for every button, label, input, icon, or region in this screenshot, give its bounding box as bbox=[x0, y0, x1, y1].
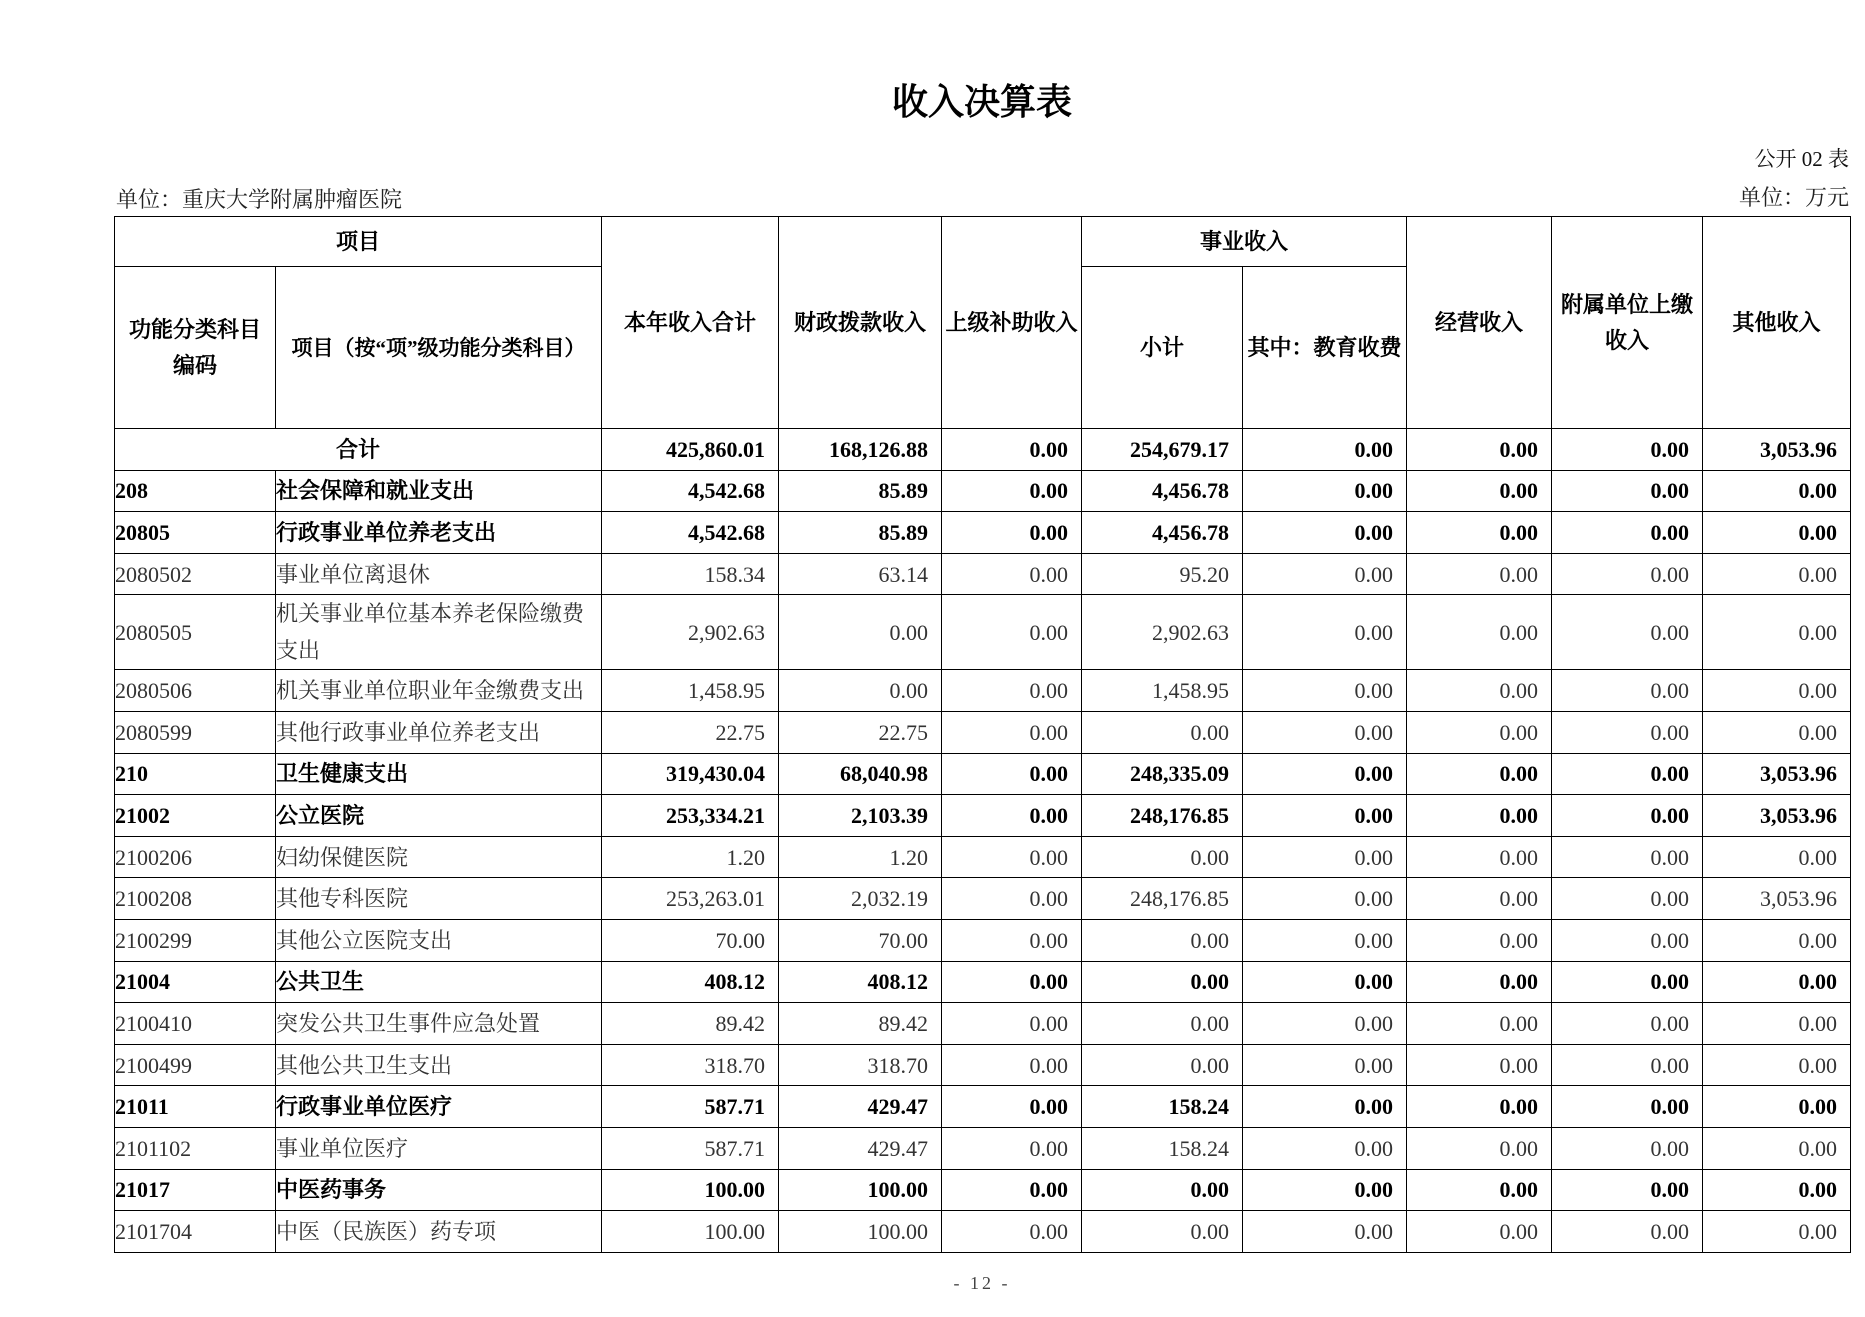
affiliated-remittance-income-cell: 0.00 bbox=[1552, 961, 1703, 1003]
function-code-cell: 2100206 bbox=[115, 836, 276, 878]
superior-subsidy-income-cell: 0.00 bbox=[942, 1211, 1082, 1253]
other-income-cell: 0.00 bbox=[1703, 1003, 1851, 1045]
education-fees-cell: 0.00 bbox=[1243, 1211, 1407, 1253]
affiliated-remittance-income-cell: 0.00 bbox=[1552, 512, 1703, 554]
affiliated-remittance-income-cell: 0.00 bbox=[1552, 1211, 1703, 1253]
business-income-subtotal-cell: 4,456.78 bbox=[1082, 512, 1243, 554]
fiscal-appropriation-income-cell: 429.47 bbox=[779, 1127, 942, 1169]
education-fees-cell: 0.00 bbox=[1243, 1086, 1407, 1128]
fiscal-appropriation-income-cell: 70.00 bbox=[779, 919, 942, 961]
function-code-cell: 2080505 bbox=[115, 595, 276, 670]
function-code-cell: 20805 bbox=[115, 512, 276, 554]
header-education-fees: 其中：教育收费 bbox=[1243, 267, 1407, 429]
item-name-cell: 中医（民族医）药专项 bbox=[276, 1211, 602, 1253]
other-income-cell: 0.00 bbox=[1703, 1211, 1851, 1253]
affiliated-remittance-income-cell: 0.00 bbox=[1552, 1044, 1703, 1086]
other-income-cell: 0.00 bbox=[1703, 711, 1851, 753]
operating-income-cell: 0.00 bbox=[1407, 753, 1552, 795]
header-function-code: 功能分类科目编码 bbox=[115, 267, 276, 429]
table-row bbox=[115, 919, 1851, 961]
other-income-cell: 3,053.96 bbox=[1703, 753, 1851, 795]
table-row bbox=[115, 1086, 1851, 1128]
other-income-cell: 0.00 bbox=[1703, 553, 1851, 595]
affiliated-remittance-income-cell: 0.00 bbox=[1552, 670, 1703, 712]
education-fees-cell: 0.00 bbox=[1243, 512, 1407, 554]
operating-income-cell: 0.00 bbox=[1407, 670, 1552, 712]
table-row bbox=[115, 711, 1851, 753]
operating-income-cell: 0.00 bbox=[1407, 836, 1552, 878]
operating-income-cell: 0.00 bbox=[1407, 878, 1552, 920]
item-name-cell: 妇幼保健医院 bbox=[276, 836, 602, 878]
superior-subsidy-income-cell: 0.00 bbox=[942, 595, 1082, 670]
operating-income-cell: 0.00 bbox=[1407, 1044, 1552, 1086]
fiscal-appropriation-income-cell: 85.89 bbox=[779, 512, 942, 554]
function-code-cell: 2100499 bbox=[115, 1044, 276, 1086]
business-income-subtotal-cell: 2,902.63 bbox=[1082, 595, 1243, 670]
education-fees-cell: 0.00 bbox=[1243, 753, 1407, 795]
superior-subsidy-income-cell: 0.00 bbox=[942, 470, 1082, 512]
item-name-cell: 公立医院 bbox=[276, 795, 602, 837]
fiscal-appropriation-income-cell: 89.42 bbox=[779, 1003, 942, 1045]
fiscal-appropriation-income-cell: 429.47 bbox=[779, 1086, 942, 1128]
superior-subsidy-income-cell: 0.00 bbox=[942, 711, 1082, 753]
fiscal-appropriation-income-cell: 85.89 bbox=[779, 470, 942, 512]
affiliated-remittance-income-cell: 0.00 bbox=[1552, 919, 1703, 961]
table-row bbox=[115, 795, 1851, 837]
total-income-cell: 70.00 bbox=[602, 919, 779, 961]
affiliated-remittance-income-cell: 0.00 bbox=[1552, 429, 1703, 471]
affiliated-remittance-income-cell: 0.00 bbox=[1552, 595, 1703, 670]
table-row bbox=[115, 961, 1851, 1003]
other-income-cell: 3,053.96 bbox=[1703, 795, 1851, 837]
other-income-cell: 0.00 bbox=[1703, 1169, 1851, 1211]
table-row bbox=[115, 1211, 1851, 1253]
table-header bbox=[115, 217, 1851, 429]
item-name-cell: 事业单位医疗 bbox=[276, 1127, 602, 1169]
fiscal-appropriation-income-cell: 2,103.39 bbox=[779, 795, 942, 837]
superior-subsidy-income-cell: 0.00 bbox=[942, 878, 1082, 920]
other-income-cell: 0.00 bbox=[1703, 470, 1851, 512]
fiscal-appropriation-income-cell: 318.70 bbox=[779, 1044, 942, 1086]
total-income-cell: 2,902.63 bbox=[602, 595, 779, 670]
superior-subsidy-income-cell: 0.00 bbox=[942, 753, 1082, 795]
operating-income-cell: 0.00 bbox=[1407, 429, 1552, 471]
item-name-cell: 公共卫生 bbox=[276, 961, 602, 1003]
affiliated-remittance-income-cell: 0.00 bbox=[1552, 1127, 1703, 1169]
header-total-income: 本年收入合计 bbox=[602, 217, 779, 429]
superior-subsidy-income-cell: 0.00 bbox=[942, 1003, 1082, 1045]
business-income-subtotal-cell: 1,458.95 bbox=[1082, 670, 1243, 712]
affiliated-remittance-income-cell: 0.00 bbox=[1552, 878, 1703, 920]
item-name-cell: 其他公共卫生支出 bbox=[276, 1044, 602, 1086]
income-statement-table bbox=[114, 216, 1851, 1253]
function-code-cell: 2100208 bbox=[115, 878, 276, 920]
header-row-top bbox=[115, 217, 1851, 267]
superior-subsidy-income-cell: 0.00 bbox=[942, 553, 1082, 595]
business-income-subtotal-cell: 158.24 bbox=[1082, 1127, 1243, 1169]
business-income-subtotal-cell: 0.00 bbox=[1082, 1044, 1243, 1086]
total-income-cell: 408.12 bbox=[602, 961, 779, 1003]
form-code: 公开 02 表 bbox=[1754, 147, 1849, 171]
header-item-name: 项目（按“项”级功能分类科目） bbox=[276, 267, 602, 429]
header-operating-income: 经营收入 bbox=[1407, 217, 1552, 429]
total-income-cell: 1.20 bbox=[602, 836, 779, 878]
table-row bbox=[115, 512, 1851, 554]
header-superior-subsidy-income: 上级补助收入 bbox=[942, 217, 1082, 429]
page-number: - 12 - bbox=[953, 1273, 1011, 1293]
other-income-cell: 0.00 bbox=[1703, 670, 1851, 712]
fiscal-appropriation-income-cell: 100.00 bbox=[779, 1211, 942, 1253]
affiliated-remittance-income-cell: 0.00 bbox=[1552, 1086, 1703, 1128]
other-income-cell: 0.00 bbox=[1703, 836, 1851, 878]
superior-subsidy-income-cell: 0.00 bbox=[942, 512, 1082, 554]
operating-income-cell: 0.00 bbox=[1407, 553, 1552, 595]
other-income-cell: 3,053.96 bbox=[1703, 429, 1851, 471]
operating-income-cell: 0.00 bbox=[1407, 1169, 1552, 1211]
function-code-cell: 21011 bbox=[115, 1086, 276, 1128]
education-fees-cell: 0.00 bbox=[1243, 961, 1407, 1003]
total-label: 合计 bbox=[115, 429, 602, 471]
education-fees-cell: 0.00 bbox=[1243, 711, 1407, 753]
education-fees-cell: 0.00 bbox=[1243, 1003, 1407, 1045]
other-income-cell: 0.00 bbox=[1703, 1086, 1851, 1128]
function-code-cell: 2080502 bbox=[115, 553, 276, 595]
affiliated-remittance-income-cell: 0.00 bbox=[1552, 711, 1703, 753]
affiliated-remittance-income-cell: 0.00 bbox=[1552, 836, 1703, 878]
business-income-subtotal-cell: 95.20 bbox=[1082, 553, 1243, 595]
header-affiliated-remittance-income: 附属单位上缴收入 bbox=[1552, 217, 1703, 429]
total-income-cell: 89.42 bbox=[602, 1003, 779, 1045]
superior-subsidy-income-cell: 0.00 bbox=[942, 1127, 1082, 1169]
affiliated-remittance-income-cell: 0.00 bbox=[1552, 1003, 1703, 1045]
table-row bbox=[115, 470, 1851, 512]
page-title: 收入决算表 bbox=[891, 82, 1072, 122]
total-income-cell: 318.70 bbox=[602, 1044, 779, 1086]
function-code-cell: 2100410 bbox=[115, 1003, 276, 1045]
function-code-cell: 2080599 bbox=[115, 711, 276, 753]
total-income-cell: 1,458.95 bbox=[602, 670, 779, 712]
function-code-cell: 2100299 bbox=[115, 919, 276, 961]
other-income-cell: 0.00 bbox=[1703, 1044, 1851, 1086]
table-row bbox=[115, 1044, 1851, 1086]
education-fees-cell: 0.00 bbox=[1243, 670, 1407, 712]
total-income-cell: 22.75 bbox=[602, 711, 779, 753]
operating-income-cell: 0.00 bbox=[1407, 1086, 1552, 1128]
total-income-cell: 4,542.68 bbox=[602, 470, 779, 512]
business-income-subtotal-cell: 0.00 bbox=[1082, 961, 1243, 1003]
other-income-cell: 0.00 bbox=[1703, 512, 1851, 554]
education-fees-cell: 0.00 bbox=[1243, 836, 1407, 878]
other-income-cell: 0.00 bbox=[1703, 919, 1851, 961]
operating-income-cell: 0.00 bbox=[1407, 1211, 1552, 1253]
header-other-income: 其他收入 bbox=[1703, 217, 1851, 429]
business-income-subtotal-cell: 248,335.09 bbox=[1082, 753, 1243, 795]
education-fees-cell: 0.00 bbox=[1243, 919, 1407, 961]
education-fees-cell: 0.00 bbox=[1243, 595, 1407, 670]
function-code-cell: 210 bbox=[115, 753, 276, 795]
business-income-subtotal-cell: 254,679.17 bbox=[1082, 429, 1243, 471]
education-fees-cell: 0.00 bbox=[1243, 470, 1407, 512]
total-income-cell: 4,542.68 bbox=[602, 512, 779, 554]
total-income-cell: 100.00 bbox=[602, 1211, 779, 1253]
superior-subsidy-income-cell: 0.00 bbox=[942, 836, 1082, 878]
header-fiscal-appropriation-income: 财政拨款收入 bbox=[779, 217, 942, 429]
affiliated-remittance-income-cell: 0.00 bbox=[1552, 1169, 1703, 1211]
fiscal-appropriation-income-cell: 0.00 bbox=[779, 670, 942, 712]
item-name-cell: 卫生健康支出 bbox=[276, 753, 602, 795]
total-income-cell: 100.00 bbox=[602, 1169, 779, 1211]
total-income-cell: 253,263.01 bbox=[602, 878, 779, 920]
item-name-cell: 行政事业单位养老支出 bbox=[276, 512, 602, 554]
function-code-cell: 21002 bbox=[115, 795, 276, 837]
superior-subsidy-income-cell: 0.00 bbox=[942, 429, 1082, 471]
function-code-cell: 21017 bbox=[115, 1169, 276, 1211]
item-name-cell: 机关事业单位职业年金缴费支出 bbox=[276, 670, 602, 712]
function-code-cell: 2101102 bbox=[115, 1127, 276, 1169]
operating-income-cell: 0.00 bbox=[1407, 1127, 1552, 1169]
operating-income-cell: 0.00 bbox=[1407, 711, 1552, 753]
superior-subsidy-income-cell: 0.00 bbox=[942, 1044, 1082, 1086]
table-body bbox=[115, 429, 1851, 1253]
other-income-cell: 3,053.96 bbox=[1703, 878, 1851, 920]
business-income-subtotal-cell: 248,176.85 bbox=[1082, 878, 1243, 920]
fiscal-appropriation-income-cell: 2,032.19 bbox=[779, 878, 942, 920]
item-name-cell: 行政事业单位医疗 bbox=[276, 1086, 602, 1128]
table-row bbox=[115, 878, 1851, 920]
business-income-subtotal-cell: 0.00 bbox=[1082, 1003, 1243, 1045]
table-row bbox=[115, 753, 1851, 795]
operating-income-cell: 0.00 bbox=[1407, 961, 1552, 1003]
other-income-cell: 0.00 bbox=[1703, 1127, 1851, 1169]
business-income-subtotal-cell: 0.00 bbox=[1082, 836, 1243, 878]
superior-subsidy-income-cell: 0.00 bbox=[942, 919, 1082, 961]
affiliated-remittance-income-cell: 0.00 bbox=[1552, 795, 1703, 837]
fiscal-appropriation-income-cell: 1.20 bbox=[779, 836, 942, 878]
business-income-subtotal-cell: 0.00 bbox=[1082, 1211, 1243, 1253]
fiscal-appropriation-income-cell: 22.75 bbox=[779, 711, 942, 753]
item-name-cell: 事业单位离退休 bbox=[276, 553, 602, 595]
education-fees-cell: 0.00 bbox=[1243, 795, 1407, 837]
total-income-cell: 425,860.01 bbox=[602, 429, 779, 471]
function-code-cell: 2101704 bbox=[115, 1211, 276, 1253]
education-fees-cell: 0.00 bbox=[1243, 553, 1407, 595]
education-fees-cell: 0.00 bbox=[1243, 1169, 1407, 1211]
superior-subsidy-income-cell: 0.00 bbox=[942, 795, 1082, 837]
operating-income-cell: 0.00 bbox=[1407, 795, 1552, 837]
business-income-subtotal-cell: 4,456.78 bbox=[1082, 470, 1243, 512]
fiscal-appropriation-income-cell: 63.14 bbox=[779, 553, 942, 595]
fiscal-appropriation-income-cell: 0.00 bbox=[779, 595, 942, 670]
fiscal-appropriation-income-cell: 408.12 bbox=[779, 961, 942, 1003]
function-code-cell: 2080506 bbox=[115, 670, 276, 712]
item-name-cell: 社会保障和就业支出 bbox=[276, 470, 602, 512]
total-income-cell: 319,430.04 bbox=[602, 753, 779, 795]
other-income-cell: 0.00 bbox=[1703, 961, 1851, 1003]
table-row bbox=[115, 1003, 1851, 1045]
education-fees-cell: 0.00 bbox=[1243, 1127, 1407, 1169]
business-income-subtotal-cell: 0.00 bbox=[1082, 919, 1243, 961]
superior-subsidy-income-cell: 0.00 bbox=[942, 1086, 1082, 1128]
operating-income-cell: 0.00 bbox=[1407, 512, 1552, 554]
operating-income-cell: 0.00 bbox=[1407, 470, 1552, 512]
item-name-cell: 突发公共卫生事件应急处置 bbox=[276, 1003, 602, 1045]
operating-income-cell: 0.00 bbox=[1407, 595, 1552, 670]
header-business-subtotal: 小计 bbox=[1082, 267, 1243, 429]
education-fees-cell: 0.00 bbox=[1243, 429, 1407, 471]
affiliated-remittance-income-cell: 0.00 bbox=[1552, 470, 1703, 512]
fiscal-appropriation-income-cell: 168,126.88 bbox=[779, 429, 942, 471]
currency-unit: 单位：万元 bbox=[1738, 185, 1849, 210]
other-income-cell: 0.00 bbox=[1703, 595, 1851, 670]
item-name-cell: 中医药事务 bbox=[276, 1169, 602, 1211]
fiscal-appropriation-income-cell: 68,040.98 bbox=[779, 753, 942, 795]
business-income-subtotal-cell: 0.00 bbox=[1082, 1169, 1243, 1211]
table-row bbox=[115, 553, 1851, 595]
function-code-cell: 21004 bbox=[115, 961, 276, 1003]
total-income-cell: 587.71 bbox=[602, 1127, 779, 1169]
total-income-cell: 158.34 bbox=[602, 553, 779, 595]
business-income-subtotal-cell: 0.00 bbox=[1082, 711, 1243, 753]
total-income-cell: 587.71 bbox=[602, 1086, 779, 1128]
header-project: 项目 bbox=[115, 217, 602, 267]
superior-subsidy-income-cell: 0.00 bbox=[942, 670, 1082, 712]
reporting-unit: 单位：重庆大学附属肿瘤医院 bbox=[116, 187, 403, 212]
table-row bbox=[115, 1127, 1851, 1169]
function-code-cell: 208 bbox=[115, 470, 276, 512]
education-fees-cell: 0.00 bbox=[1243, 878, 1407, 920]
fiscal-appropriation-income-cell: 100.00 bbox=[779, 1169, 942, 1211]
total-row bbox=[115, 429, 1851, 471]
item-name-cell: 机关事业单位基本养老保险缴费支出 bbox=[276, 595, 602, 670]
superior-subsidy-income-cell: 0.00 bbox=[942, 961, 1082, 1003]
education-fees-cell: 0.00 bbox=[1243, 1044, 1407, 1086]
table-row bbox=[115, 595, 1851, 670]
item-name-cell: 其他专科医院 bbox=[276, 878, 602, 920]
header-business-income: 事业收入 bbox=[1082, 217, 1407, 267]
operating-income-cell: 0.00 bbox=[1407, 919, 1552, 961]
total-income-cell: 253,334.21 bbox=[602, 795, 779, 837]
affiliated-remittance-income-cell: 0.00 bbox=[1552, 553, 1703, 595]
business-income-subtotal-cell: 158.24 bbox=[1082, 1086, 1243, 1128]
superior-subsidy-income-cell: 0.00 bbox=[942, 1169, 1082, 1211]
table-row bbox=[115, 1169, 1851, 1211]
operating-income-cell: 0.00 bbox=[1407, 1003, 1552, 1045]
business-income-subtotal-cell: 248,176.85 bbox=[1082, 795, 1243, 837]
item-name-cell: 其他行政事业单位养老支出 bbox=[276, 711, 602, 753]
item-name-cell: 其他公立医院支出 bbox=[276, 919, 602, 961]
table-row bbox=[115, 836, 1851, 878]
affiliated-remittance-income-cell: 0.00 bbox=[1552, 753, 1703, 795]
table-row bbox=[115, 670, 1851, 712]
